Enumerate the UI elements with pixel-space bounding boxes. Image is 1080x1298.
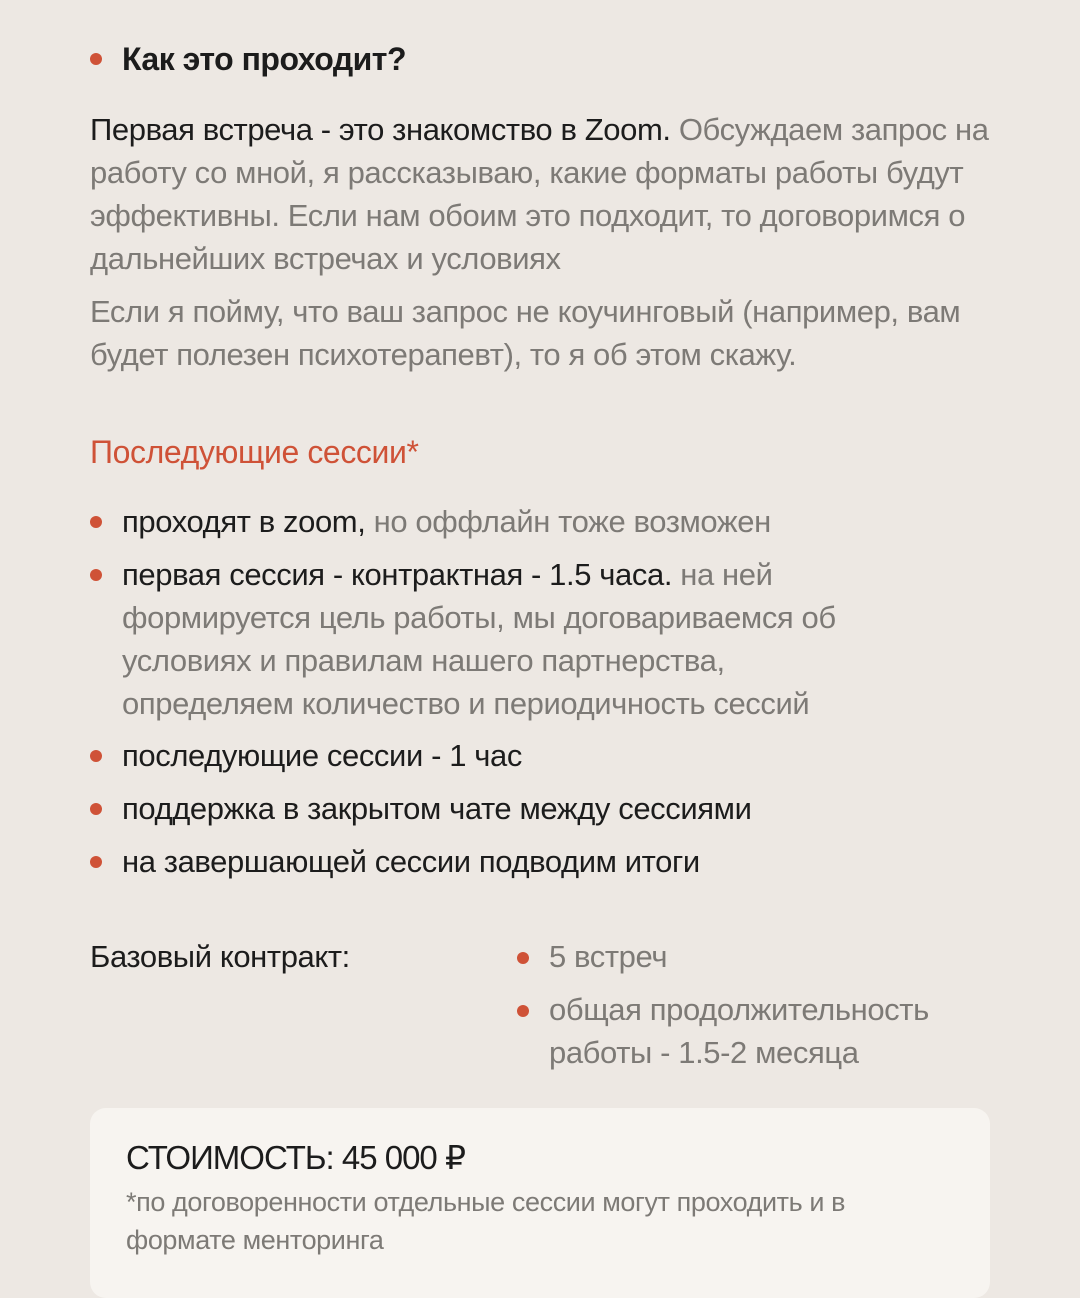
section-heading-sessions: Последующие сессии* bbox=[90, 434, 419, 470]
list-item-lead: поддержка в закрытом чате между сессиями bbox=[122, 791, 752, 826]
section-heading-how: Как это проходит? bbox=[122, 41, 407, 77]
bullet-dot-icon bbox=[90, 53, 102, 65]
list-item-lead: последующие сессии - 1 час bbox=[122, 738, 522, 773]
bullet-dot-icon bbox=[90, 569, 102, 581]
list-item-rest: но оффлайн тоже возможен bbox=[373, 504, 771, 539]
bullet-dot-icon bbox=[90, 750, 102, 762]
bullet-dot-icon bbox=[90, 516, 102, 528]
list-item-lead: первая сессия - контрактная - 1.5 часа. bbox=[122, 557, 673, 592]
list-item-rest: на ней формируется цель работы, мы договариваемся об условиях и правилам нашего партнерства, определяем количество и периодичность сессий bbox=[122, 557, 836, 721]
bullet-dot-icon bbox=[90, 856, 102, 868]
list-item bbox=[122, 500, 1002, 543]
list-item bbox=[122, 840, 1002, 883]
bullet-dot-icon bbox=[90, 803, 102, 815]
price-title: СТОИМОСТЬ: 45 000 ₽ bbox=[126, 1139, 465, 1176]
bullet-dot-icon bbox=[517, 1005, 529, 1017]
list-item bbox=[122, 553, 882, 725]
contract-item: общая продолжительность работы - 1.5-2 месяца bbox=[549, 992, 929, 1070]
list-item-lead: на завершающей сессии подводим итоги bbox=[122, 844, 700, 879]
list-item bbox=[122, 787, 1002, 830]
price-card bbox=[90, 1108, 990, 1298]
intro-paragraph-lead: Первая встреча - это знакомство в Zoom. bbox=[90, 112, 671, 147]
intro-paragraph-rest: Обсуждаем запрос на работу со мной, я рассказываю, какие форматы работы будут эффективны. Если нам обоим это подходит, то договоримся о дальнейших встречах и условиях bbox=[90, 112, 989, 276]
non-coaching-note: Если я пойму, что ваш запрос не коучинговый (например, вам будет полезен психотерапевт), то я об этом скажу. bbox=[90, 294, 961, 372]
intro-paragraph bbox=[90, 108, 1020, 280]
list-item-lead: проходят в zoom, bbox=[122, 504, 366, 539]
list-item bbox=[122, 734, 1002, 777]
price-note: *по договоренности отдельные сессии могут проходить и в формате менторинга bbox=[126, 1187, 846, 1255]
bullet-dot-icon bbox=[517, 952, 529, 964]
contract-label: Базовый контракт: bbox=[90, 939, 350, 974]
contract-item: 5 встреч bbox=[549, 939, 668, 974]
